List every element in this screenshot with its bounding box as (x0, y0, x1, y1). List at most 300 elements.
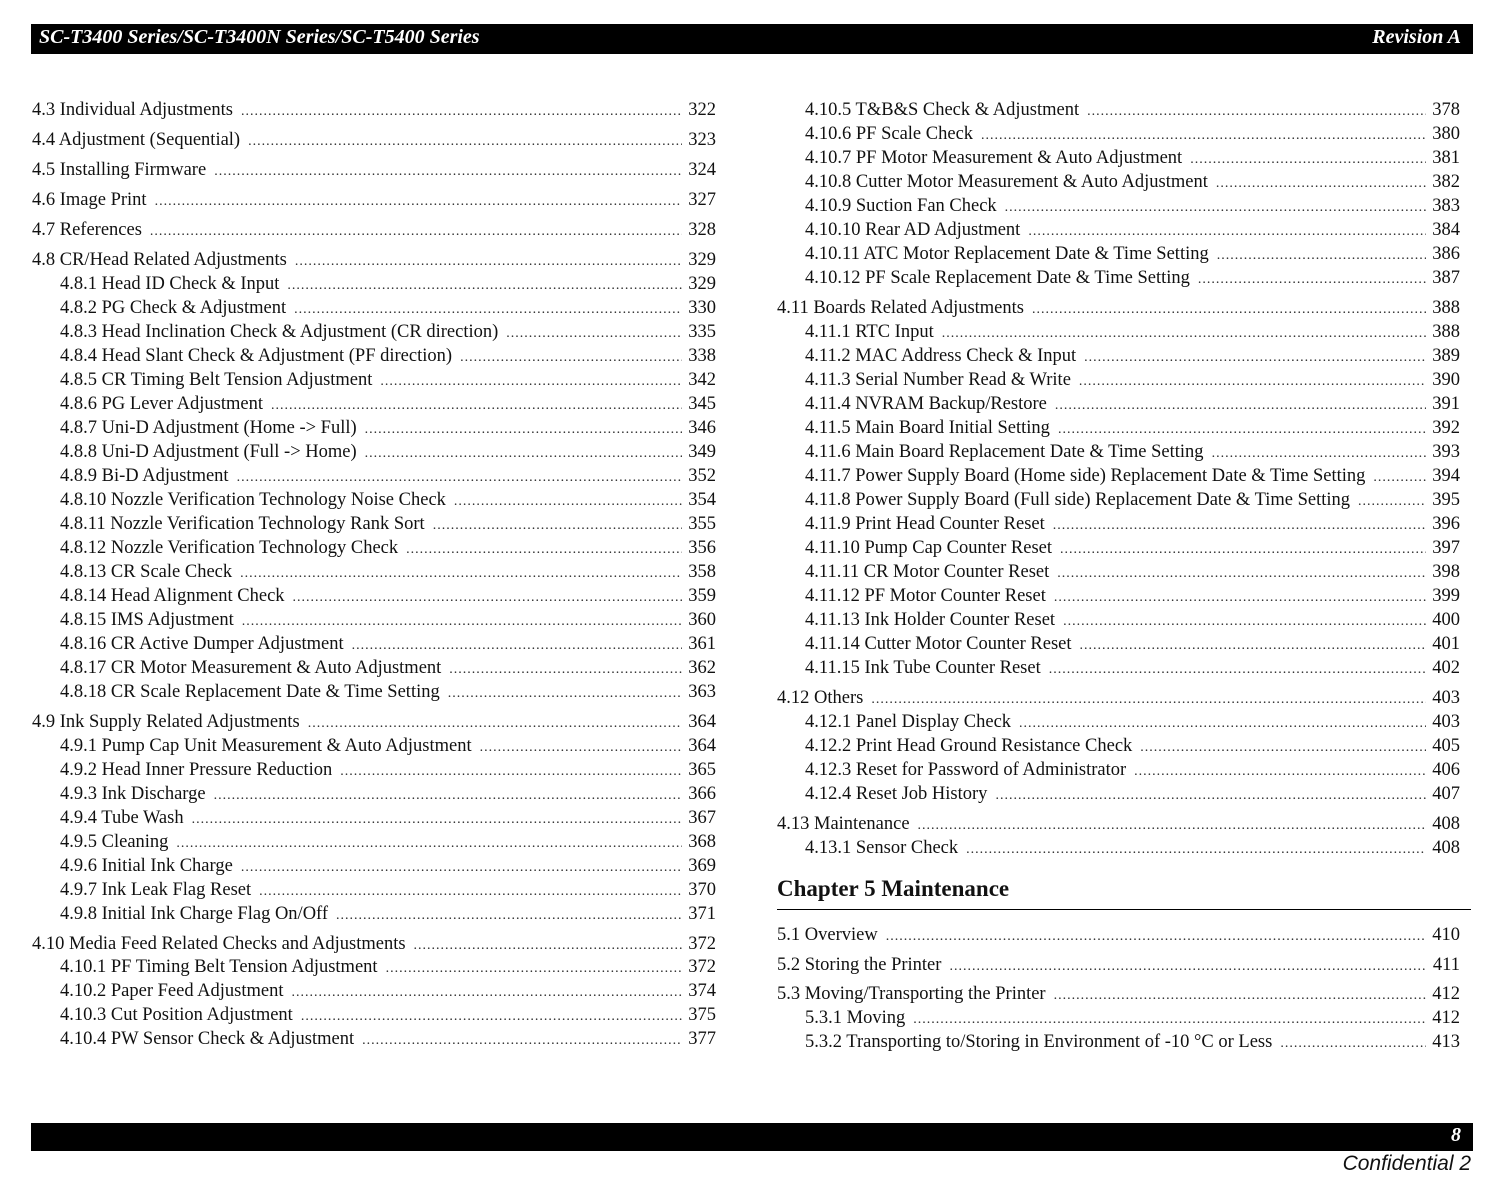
toc-entry[interactable] (777, 982, 1460, 1006)
toc-entry-page: 406 (1432, 760, 1460, 780)
dot-leader (1055, 394, 1426, 418)
dot-leader (1198, 268, 1426, 292)
toc-entry-page: 400 (1432, 610, 1460, 630)
toc-entry-page: 410 (1432, 925, 1460, 945)
toc-entry-title: 4.11.10 Pump Cap Counter Reset (805, 538, 1052, 558)
toc-entry[interactable] (32, 710, 716, 734)
dot-leader (214, 160, 682, 184)
toc-entry-page: 388 (1432, 298, 1460, 318)
toc-entry-title: 4.13 Maintenance (777, 814, 910, 834)
footer-bar (31, 1123, 1473, 1151)
toc-entry-title: 4.8.12 Nozzle Verification Technology Check (60, 538, 399, 558)
toc-entry-page: 397 (1432, 538, 1460, 558)
toc-entry-page: 374 (688, 981, 716, 1001)
toc-entry[interactable] (60, 955, 716, 979)
toc-entry-page: 360 (688, 610, 716, 630)
toc-entry-title: 5.3.2 Transporting to/Storing in Environment of -10 °C or Less (805, 1032, 1273, 1052)
toc-entry-page: 329 (688, 250, 716, 270)
toc-entry-title: 5.3 Moving/Transporting the Printer (777, 984, 1046, 1004)
toc-entry-title: 4.11.7 Power Supply Board (Home side) Replacement Date & Time Setting (805, 466, 1366, 486)
toc-entry-title: 4.8.4 Head Slant Check & Adjustment (PF direction) (60, 346, 453, 366)
dot-leader (1060, 538, 1426, 562)
dot-leader (981, 124, 1426, 148)
toc-entry-title: 4.8.17 CR Motor Measurement & Auto Adjustment (60, 658, 442, 678)
dot-leader (336, 904, 682, 928)
toc-entry[interactable] (805, 242, 1460, 266)
dot-leader (1019, 712, 1426, 736)
toc-entry[interactable] (805, 194, 1460, 218)
dot-leader (1053, 514, 1426, 538)
toc-entry[interactable] (805, 536, 1460, 560)
toc-entry-title: 4.11.6 Main Board Replacement Date & Time Setting (805, 442, 1204, 462)
toc-entry[interactable] (805, 656, 1460, 680)
toc-entry[interactable] (32, 932, 716, 956)
toc-entry-page: 378 (1432, 100, 1460, 120)
toc-entry[interactable] (777, 686, 1460, 710)
toc-entry-page: 408 (1432, 814, 1460, 834)
toc-entry-page: 412 (1432, 984, 1460, 1004)
toc-entry-page: 391 (1432, 394, 1460, 414)
dot-leader (214, 784, 683, 808)
toc-entry[interactable] (805, 836, 1460, 860)
dot-leader (295, 250, 682, 274)
toc-entry-page: 411 (1432, 955, 1460, 975)
dot-leader (292, 981, 683, 1005)
toc-entry-title: 4.9.2 Head Inner Pressure Reduction (60, 760, 333, 780)
toc-entry-title: 4.10.8 Cutter Motor Measurement & Auto Adjustment (805, 172, 1208, 192)
toc-entry-page: 403 (1432, 712, 1460, 732)
toc-entry-page: 408 (1432, 838, 1460, 858)
toc-entry-page: 346 (688, 418, 716, 438)
dot-leader (352, 634, 683, 658)
toc-entry-page: 355 (688, 514, 716, 534)
toc-entry[interactable] (60, 758, 716, 782)
toc-entry[interactable] (777, 812, 1460, 836)
toc-entry[interactable] (60, 536, 716, 560)
toc-entry-page: 390 (1432, 370, 1460, 390)
toc-entry-title: 4.8.16 CR Active Dumper Adjustment (60, 634, 344, 654)
toc-entry-title: 4.8.3 Head Inclination Check & Adjustment (CR direction) (60, 322, 499, 342)
toc-entry-page: 342 (688, 370, 716, 390)
toc-entry[interactable] (805, 488, 1460, 512)
toc-entry-title: 4.8.15 IMS Adjustment (60, 610, 234, 630)
dot-leader (1140, 736, 1426, 760)
dot-leader (294, 298, 682, 322)
toc-entry[interactable] (60, 320, 716, 344)
dot-leader (241, 100, 682, 124)
toc-entry[interactable] (60, 902, 716, 926)
toc-entry-page: 371 (688, 904, 716, 924)
dot-leader (192, 808, 683, 832)
dot-leader (271, 394, 682, 418)
toc-entry-title: 4.11.11 CR Motor Counter Reset (805, 562, 1050, 582)
toc-entry[interactable] (805, 320, 1460, 344)
toc-entry-title: 4.11.9 Print Head Counter Reset (805, 514, 1045, 534)
toc-entry[interactable] (60, 854, 716, 878)
dot-leader (506, 322, 682, 346)
toc-entry-page: 403 (1432, 688, 1460, 708)
toc-entry-page: 386 (1432, 244, 1460, 264)
toc-entry-page: 365 (688, 760, 716, 780)
toc-entry-page: 368 (688, 832, 716, 852)
toc-entry-page: 372 (688, 934, 716, 954)
toc-entry-page: 330 (688, 298, 716, 318)
toc-entry[interactable] (805, 1030, 1460, 1054)
toc-entry[interactable] (60, 878, 716, 902)
toc-entry-title: 4.8 CR/Head Related Adjustments (32, 250, 287, 270)
toc-entry-title: 4.10.9 Suction Fan Check (805, 196, 997, 216)
dot-leader (1079, 370, 1426, 394)
toc-entry-title: 4.9.8 Initial Ink Charge Flag On/Off (60, 904, 329, 924)
toc-entry[interactable] (805, 782, 1460, 806)
toc-entry-title: 4.5 Installing Firmware (32, 160, 207, 180)
dot-leader (1049, 658, 1427, 682)
toc-entry[interactable] (60, 680, 716, 704)
toc-entry-title: 4.3 Individual Adjustments (32, 100, 233, 120)
toc-entry-page: 323 (688, 130, 716, 150)
confidential-label: Confidential 2 (1342, 1152, 1471, 1175)
toc-entry-page: 364 (688, 712, 716, 732)
toc-entry[interactable] (777, 923, 1460, 947)
dot-leader (918, 814, 1427, 838)
dot-leader (242, 610, 683, 634)
toc-entry[interactable] (60, 464, 716, 488)
toc-entry-page: 358 (688, 562, 716, 582)
header-series-title: SC-T3400 Series/SC-T3400N Series/SC-T5400 Series (39, 26, 480, 48)
dot-leader (1212, 442, 1427, 466)
toc-entry-title: 5.3.1 Moving (805, 1008, 906, 1028)
toc-entry-page: 349 (688, 442, 716, 462)
toc-entry[interactable] (805, 122, 1460, 146)
toc-entry-title: 4.11.8 Power Supply Board (Full side) Replacement Date & Time Setting (805, 490, 1351, 510)
toc-entry-title: 4.10.7 PF Motor Measurement & Auto Adjustment (805, 148, 1183, 168)
dot-leader (449, 658, 682, 682)
toc-entry-page: 324 (688, 160, 716, 180)
toc-entry-page: 366 (688, 784, 716, 804)
dot-leader (301, 1005, 682, 1029)
toc-entry-page: 338 (688, 346, 716, 366)
toc-entry-page: 401 (1432, 634, 1460, 654)
dot-leader (1084, 346, 1426, 370)
toc-entry-title: 4.6 Image Print (32, 190, 147, 210)
toc-entry-title: 4.11.3 Serial Number Read & Write (805, 370, 1071, 390)
toc-entry-title: 4.9.6 Initial Ink Charge (60, 856, 233, 876)
toc-entry-title: 4.11.15 Ink Tube Counter Reset (805, 658, 1041, 678)
toc-entry[interactable] (805, 584, 1460, 608)
toc-entry-page: 345 (688, 394, 716, 414)
dot-leader (995, 784, 1426, 808)
dot-leader (1057, 562, 1426, 586)
toc-entry-page: 322 (688, 100, 716, 120)
dot-leader (380, 370, 682, 394)
dot-leader (176, 832, 682, 856)
dot-leader (240, 562, 682, 586)
dot-leader (1028, 220, 1426, 244)
toc-entry-page: 389 (1432, 346, 1460, 366)
toc-entry-title: 4.8.18 CR Scale Replacement Date & Time Setting (60, 682, 440, 702)
toc-entry-page: 327 (688, 190, 716, 210)
dot-leader (886, 925, 1427, 949)
toc-entry[interactable] (805, 758, 1460, 782)
dot-leader (871, 688, 1426, 712)
toc-entry-title: 4.8.8 Uni-D Adjustment (Full -> Home) (60, 442, 357, 462)
toc-entry-page: 367 (688, 808, 716, 828)
toc-entry[interactable] (60, 488, 716, 512)
header-revision: Revision A (1372, 26, 1461, 48)
toc-entry[interactable] (777, 953, 1460, 977)
dot-leader (340, 760, 682, 784)
toc-entry[interactable] (60, 512, 716, 536)
toc-entry[interactable] (60, 782, 716, 806)
toc-entry-title: 4.12.4 Reset Job History (805, 784, 988, 804)
toc-entry-title: 4.9.5 Cleaning (60, 832, 169, 852)
toc-entry-title: 4.4 Adjustment (Sequential) (32, 130, 241, 150)
toc-entry[interactable] (60, 1027, 716, 1051)
toc-entry[interactable] (60, 979, 716, 1003)
toc-entry-title: 4.10.10 Rear AD Adjustment (805, 220, 1021, 240)
toc-entry-page: 388 (1432, 322, 1460, 342)
dot-leader (308, 712, 683, 736)
toc-entry[interactable] (60, 560, 716, 584)
toc-entry[interactable] (32, 158, 716, 182)
toc-entry-title: 4.11 Boards Related Adjustments (777, 298, 1024, 318)
toc-entry-page: 363 (688, 682, 716, 702)
toc-entry-page: 381 (1432, 148, 1460, 168)
chapter-divider (777, 909, 1471, 910)
dot-leader (155, 190, 683, 214)
toc-entry-title: 4.11.13 Ink Holder Counter Reset (805, 610, 1056, 630)
toc-entry-title: 4.10.3 Cut Position Adjustment (60, 1005, 293, 1025)
toc-entry[interactable] (805, 266, 1460, 290)
toc-entry-page: 380 (1432, 124, 1460, 144)
toc-entry-page: 364 (688, 736, 716, 756)
toc-entry[interactable] (60, 272, 716, 296)
toc-entry-page: 412 (1432, 1008, 1460, 1028)
dot-leader (362, 1029, 682, 1053)
toc-entry-title: 4.10.12 PF Scale Replacement Date & Time Setting (805, 268, 1190, 288)
toc-entry[interactable] (32, 98, 716, 122)
toc-entry[interactable] (60, 440, 716, 464)
toc-entry[interactable] (60, 368, 716, 392)
toc-entry[interactable] (60, 296, 716, 320)
toc-entry-title: 4.11.5 Main Board Initial Setting (805, 418, 1050, 438)
toc-entry[interactable] (60, 608, 716, 632)
dot-leader (1358, 490, 1426, 514)
toc-entry[interactable] (805, 146, 1460, 170)
toc-entry-title: 4.11.12 PF Motor Counter Reset (805, 586, 1046, 606)
dot-leader (433, 514, 683, 538)
toc-entry-page: 375 (688, 1005, 716, 1025)
toc-entry-page: 402 (1432, 658, 1460, 678)
toc-entry-title: 4.9.3 Ink Discharge (60, 784, 206, 804)
dot-leader (406, 538, 682, 562)
toc-entry[interactable] (60, 1003, 716, 1027)
toc-entry-title: 4.10.2 Paper Feed Adjustment (60, 981, 284, 1001)
toc-entry[interactable] (805, 632, 1460, 656)
dot-leader (949, 955, 1426, 979)
toc-entry[interactable] (805, 440, 1460, 464)
toc-entry-title: 4.12.1 Panel Display Check (805, 712, 1012, 732)
toc-entry-title: 4.8.6 PG Lever Adjustment (60, 394, 263, 414)
toc-entry-page: 362 (688, 658, 716, 678)
toc-entry-title: 4.8.1 Head ID Check & Input (60, 274, 280, 294)
dot-leader (1058, 418, 1426, 442)
toc-entry-title: 4.11.14 Cutter Motor Counter Reset (805, 634, 1072, 654)
dot-leader (259, 880, 682, 904)
toc-entry-title: 4.8.7 Uni-D Adjustment (Home -> Full) (60, 418, 357, 438)
toc-entry-title: 4.11.4 NVRAM Backup/Restore (805, 394, 1047, 414)
toc-entry-page: 407 (1432, 784, 1460, 804)
toc-entry-title: 4.7 References (32, 220, 142, 240)
toc-entry[interactable] (805, 170, 1460, 194)
dot-leader (1005, 196, 1427, 220)
dot-leader (1280, 1032, 1426, 1056)
toc-entry-page: 393 (1432, 442, 1460, 462)
toc-entry-page: 383 (1432, 196, 1460, 216)
dot-leader (1190, 148, 1426, 172)
dot-leader (1054, 984, 1427, 1008)
toc-entry[interactable] (805, 560, 1460, 584)
toc-entry-page: 328 (688, 220, 716, 240)
toc-entry-page: 352 (688, 466, 716, 486)
toc-entry[interactable] (805, 344, 1460, 368)
dot-leader (942, 322, 1427, 346)
toc-entry-page: 382 (1432, 172, 1460, 192)
toc-entry-page: 370 (688, 880, 716, 900)
dot-leader (913, 1008, 1426, 1032)
dot-leader (1217, 244, 1427, 268)
toc-entry[interactable] (805, 464, 1460, 488)
dot-leader (480, 736, 683, 760)
toc-entry-title: 4.9.7 Ink Leak Flag Reset (60, 880, 252, 900)
toc-entry[interactable] (60, 830, 716, 854)
toc-entry[interactable] (805, 734, 1460, 758)
toc-entry-title: 5.2 Storing the Printer (777, 955, 942, 975)
toc-entry[interactable] (32, 248, 716, 272)
toc-entry-title: 4.13.1 Sensor Check (805, 838, 959, 858)
toc-entry-title: 4.8.9 Bi-D Adjustment (60, 466, 229, 486)
toc-entry-page: 392 (1432, 418, 1460, 438)
toc-entry[interactable] (805, 98, 1460, 122)
dot-leader (448, 682, 683, 706)
toc-entry-page: 356 (688, 538, 716, 558)
toc-entry-page: 394 (1432, 466, 1460, 486)
toc-entry[interactable] (60, 344, 716, 368)
toc-entry[interactable] (60, 392, 716, 416)
toc-entry-page: 384 (1432, 220, 1460, 240)
dot-leader (1063, 610, 1426, 634)
toc-entry-page: 399 (1432, 586, 1460, 606)
toc-entry-page: 359 (688, 586, 716, 606)
toc-entry-title: 4.10.6 PF Scale Check (805, 124, 974, 144)
toc-entry-page: 387 (1432, 268, 1460, 288)
toc-entry[interactable] (60, 734, 716, 758)
toc-entry-title: 4.8.10 Nozzle Verification Technology Noise Check (60, 490, 446, 510)
dot-leader (386, 957, 683, 981)
dot-leader (150, 220, 682, 244)
toc-entry-title: 4.11.1 RTC Input (805, 322, 934, 342)
toc-entry[interactable] (805, 218, 1460, 242)
dot-leader (966, 838, 1426, 862)
toc-entry[interactable] (805, 710, 1460, 734)
toc-entry-page: 335 (688, 322, 716, 342)
dot-leader (237, 466, 683, 490)
toc-entry-title: 4.10.11 ATC Motor Replacement Date & Time Setting (805, 244, 1209, 264)
toc-entry-title: 4.10.5 T&B&S Check & Adjustment (805, 100, 1080, 120)
toc-entry-title: 4.12.2 Print Head Ground Resistance Check (805, 736, 1133, 756)
toc-entry[interactable] (60, 416, 716, 440)
toc-entry-title: 4.8.5 CR Timing Belt Tension Adjustment (60, 370, 373, 390)
toc-entry-title: 4.12 Others (777, 688, 864, 708)
toc-entry[interactable] (32, 128, 716, 152)
toc-entry-title: 4.10.1 PF Timing Belt Tension Adjustment (60, 957, 378, 977)
toc-entry[interactable] (32, 188, 716, 212)
toc-entry-page: 354 (688, 490, 716, 510)
toc-entry-title: 4.12.3 Reset for Password of Administrator (805, 760, 1127, 780)
toc-entry[interactable] (60, 632, 716, 656)
toc-entry-title: 4.11.2 MAC Address Check & Input (805, 346, 1077, 366)
toc-entry-title: 4.10 Media Feed Related Checks and Adjustments (32, 934, 406, 954)
toc-entry-page: 377 (688, 1029, 716, 1049)
toc-entry[interactable] (805, 608, 1460, 632)
dot-leader (1032, 298, 1426, 322)
toc-entry[interactable] (32, 218, 716, 242)
toc-entry-title: 4.9.4 Tube Wash (60, 808, 184, 828)
toc-entry-page: 369 (688, 856, 716, 876)
toc-entry[interactable] (805, 368, 1460, 392)
dot-leader (454, 490, 682, 514)
toc-entry-title: 4.8.13 CR Scale Check (60, 562, 233, 582)
toc-entry-title: 4.9.1 Pump Cap Unit Measurement & Auto Adjustment (60, 736, 472, 756)
toc-entry-page: 395 (1432, 490, 1460, 510)
toc-entry-title: 4.8.2 PG Check & Adjustment (60, 298, 287, 318)
dot-leader (241, 856, 682, 880)
toc-entry-title: 4.9 Ink Supply Related Adjustments (32, 712, 300, 732)
chapter-5-title: Chapter 5 Maintenance (777, 876, 1010, 901)
toc-entry[interactable] (60, 656, 716, 680)
dot-leader (1373, 466, 1426, 490)
toc-entry-title: 4.8.11 Nozzle Verification Technology Rank Sort (60, 514, 425, 534)
dot-leader (365, 442, 683, 466)
dot-leader (1216, 172, 1426, 196)
dot-leader (287, 274, 682, 298)
dot-leader (1054, 586, 1426, 610)
toc-entry-page: 413 (1432, 1032, 1460, 1052)
toc-entry-title: 4.10.4 PW Sensor Check & Adjustment (60, 1029, 355, 1049)
toc-entry[interactable] (805, 392, 1460, 416)
toc-entry-page: 398 (1432, 562, 1460, 582)
dot-leader (1134, 760, 1426, 784)
toc-entry-page: 361 (688, 634, 716, 654)
toc-entry[interactable] (805, 512, 1460, 536)
toc-entry[interactable] (60, 806, 716, 830)
dot-leader (293, 586, 683, 610)
toc-entry[interactable] (777, 296, 1460, 320)
toc-entry[interactable] (60, 584, 716, 608)
dot-leader (460, 346, 682, 370)
toc-entry[interactable] (805, 1006, 1460, 1030)
toc-entry-page: 329 (688, 274, 716, 294)
toc-entry[interactable] (805, 416, 1460, 440)
dot-leader (1087, 100, 1426, 124)
dot-leader (1080, 634, 1427, 658)
toc-entry-page: 405 (1432, 736, 1460, 756)
dot-leader (365, 418, 683, 442)
toc-entry-title: 4.8.14 Head Alignment Check (60, 586, 285, 606)
toc-entry-page: 396 (1432, 514, 1460, 534)
dot-leader (248, 130, 682, 154)
toc-entry-page: 372 (688, 957, 716, 977)
